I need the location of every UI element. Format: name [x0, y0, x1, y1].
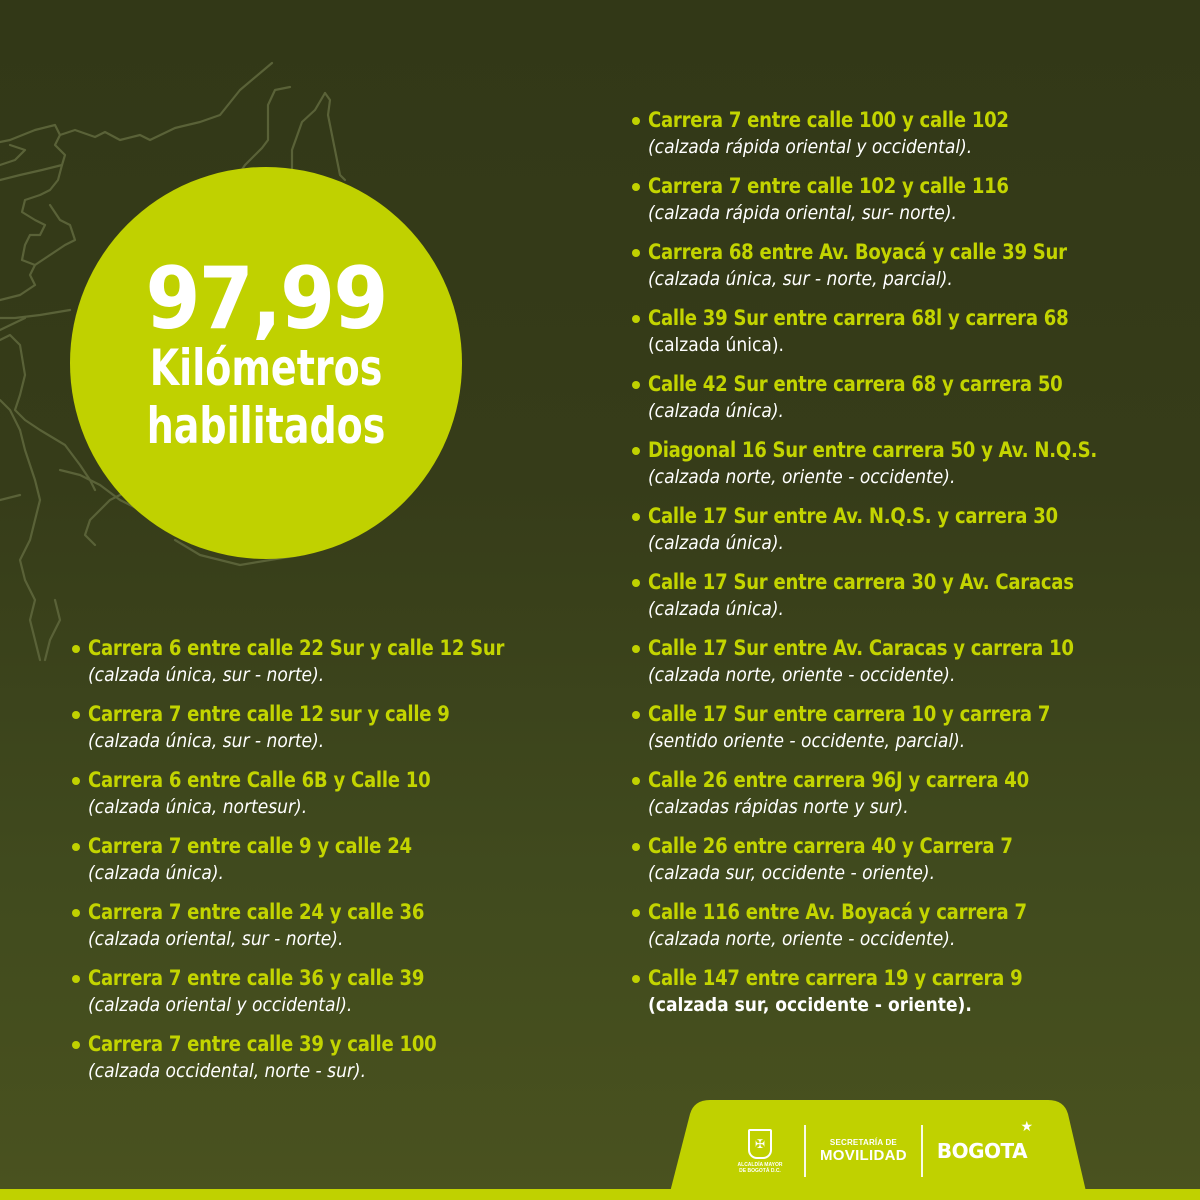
logo-divider — [804, 1125, 806, 1177]
road-segment-title: Calle 147 entre carrera 19 y carrera 9 — [648, 966, 1023, 990]
kilometers-highlight-circle — [70, 167, 462, 559]
road-segment-note: (calzada única). — [88, 862, 224, 884]
road-segment-title: Calle 39 Sur entre carrera 68l y carrera 68 — [648, 306, 1069, 330]
movilidad-label: MOVILIDAD — [820, 1147, 907, 1164]
footer-logos — [730, 1120, 1050, 1182]
road-list-item — [70, 766, 572, 832]
road-list-item — [630, 172, 1170, 238]
bullet-icon — [632, 381, 640, 389]
road-list-item — [70, 964, 572, 1030]
bullet-icon — [632, 909, 640, 917]
road-segment-note: (calzada rápida oriental, sur- norte). — [648, 202, 957, 224]
road-segment-note: (calzada única). — [648, 334, 784, 356]
road-list-item — [630, 964, 1170, 1030]
road-list-item — [630, 370, 1170, 436]
bullet-icon — [632, 315, 640, 323]
road-list-item — [630, 304, 1170, 370]
road-list-item — [630, 832, 1170, 898]
road-segment-title: Carrera 7 entre calle 39 y calle 100 — [88, 1032, 437, 1056]
road-segment-note: (calzada única, sur - norte). — [88, 730, 325, 752]
stars-icon: ★ — [1020, 1118, 1034, 1134]
road-segment-title: Calle 26 entre carrera 96J y carrera 40 — [648, 768, 1029, 792]
road-list-item — [630, 568, 1170, 634]
road-segment-title: Carrera 7 entre calle 102 y calle 116 — [648, 174, 1009, 198]
road-segment-note: (calzada sur, occidente - oriente). — [648, 994, 972, 1016]
road-segment-title: Diagonal 16 Sur entre carrera 50 y Av. N.Q.S. — [648, 438, 1097, 462]
road-segment-note: (calzada única, sur - norte). — [88, 664, 325, 686]
road-segment-title: Calle 17 Sur entre Av. Caracas y carrera 10 — [648, 636, 1074, 660]
road-segment-title: Carrera 7 entre calle 100 y calle 102 — [648, 108, 1009, 132]
road-segment-note: (calzada única). — [648, 598, 784, 620]
bullet-icon — [72, 777, 80, 785]
coat-of-arms-icon: ✠ — [748, 1129, 772, 1159]
logo-divider — [921, 1125, 923, 1177]
road-list-item — [630, 502, 1170, 568]
road-list-item — [630, 898, 1170, 964]
bullet-icon — [72, 975, 80, 983]
bullet-icon — [632, 447, 640, 455]
road-segment-note: (calzada oriental y occidental). — [88, 994, 353, 1016]
road-list-item — [630, 634, 1170, 700]
road-segment-note: (calzada única, sur - norte, parcial). — [648, 268, 953, 290]
road-segment-title: Calle 17 Sur entre Av. N.Q.S. y carrera 30 — [648, 504, 1058, 528]
road-list-item — [630, 106, 1170, 172]
road-segment-note: (calzadas rápidas norte y sur). — [648, 796, 909, 818]
bullet-icon — [632, 117, 640, 125]
bogota-wordmark: BOGOTA — [936, 1139, 1028, 1163]
secretaria-label: SECRETARÍA DE — [829, 1138, 897, 1147]
road-list-item — [630, 238, 1170, 304]
road-segment-title: Carrera 6 entre calle 22 Sur y calle 12 Sur — [88, 636, 505, 660]
road-segment-note: (calzada sur, occidente - oriente). — [648, 862, 936, 884]
road-list-item — [630, 700, 1170, 766]
road-segment-title: Calle 17 Sur entre carrera 30 y Av. Caracas — [648, 570, 1074, 594]
road-segment-note: (calzada oriental, sur - norte). — [88, 928, 344, 950]
road-segment-note: (calzada norte, oriente - occidente). — [648, 466, 956, 488]
bullet-icon — [72, 645, 80, 653]
road-segment-title: Carrera 7 entre calle 9 y calle 24 — [88, 834, 412, 858]
road-segment-note: (calzada norte, oriente - occidente). — [648, 928, 956, 950]
bullet-icon — [632, 579, 640, 587]
road-list-item — [630, 436, 1170, 502]
bullet-icon — [72, 909, 80, 917]
bullet-icon — [632, 711, 640, 719]
alcaldia-logo — [730, 1129, 790, 1174]
road-list-item — [70, 898, 572, 964]
bullet-icon — [632, 975, 640, 983]
bullet-icon — [72, 711, 80, 719]
road-segment-title: Calle 17 Sur entre carrera 10 y carrera 7 — [648, 702, 1051, 726]
bullet-icon — [632, 843, 640, 851]
kilometers-label-line1: Kilómetros — [149, 339, 383, 397]
road-segment-title: Calle 26 entre carrera 40 y Carrera 7 — [648, 834, 1013, 858]
bullet-icon — [72, 843, 80, 851]
road-segment-title: Calle 116 entre Av. Boyacá y carrera 7 — [648, 900, 1027, 924]
road-segment-note: (calzada norte, oriente - occidente). — [648, 664, 956, 686]
bullet-icon — [632, 513, 640, 521]
road-list-item — [70, 1030, 572, 1096]
alcaldia-text-line1: ALCALDÍA MAYOR — [737, 1161, 783, 1168]
bullet-icon — [72, 1041, 80, 1049]
road-segment-title: Carrera 7 entre calle 36 y calle 39 — [88, 966, 425, 990]
alcaldia-text-line2: DE BOGOTÁ D.C. — [739, 1167, 781, 1174]
road-list-item — [70, 700, 572, 766]
kilometers-label-line2: habilitados — [146, 397, 386, 455]
bullet-icon — [632, 183, 640, 191]
road-segment-note: (calzada occidental, norte - sur). — [88, 1060, 367, 1082]
road-list-item — [70, 832, 572, 898]
road-segment-note: (calzada única). — [648, 400, 784, 422]
road-segment-title: Carrera 7 entre calle 24 y calle 36 — [88, 900, 425, 924]
bullet-icon — [632, 249, 640, 257]
bullet-icon — [632, 777, 640, 785]
road-list-right — [630, 106, 1170, 1030]
road-list-left — [70, 634, 572, 1096]
road-segment-title: Calle 42 Sur entre carrera 68 y carrera 50 — [648, 372, 1063, 396]
secretaria-movilidad-logo — [820, 1138, 907, 1164]
road-segment-note: (sentido oriente - occidente, parcial). — [648, 730, 966, 752]
road-segment-title: Carrera 68 entre Av. Boyacá y calle 39 Sur — [648, 240, 1067, 264]
bogota-logo — [936, 1118, 1034, 1163]
road-segment-title: Carrera 7 entre calle 12 sur y calle 9 — [88, 702, 450, 726]
road-list-item — [70, 634, 572, 700]
road-segment-title: Carrera 6 entre Calle 6B y Calle 10 — [88, 768, 431, 792]
road-list-item — [630, 766, 1170, 832]
road-segment-note: (calzada rápida oriental y occidental). — [648, 136, 973, 158]
road-segment-note: (calzada única). — [648, 532, 784, 554]
kilometers-number: 97,99 — [145, 249, 387, 349]
road-segment-note: (calzada única, nortesur). — [88, 796, 308, 818]
bullet-icon — [632, 645, 640, 653]
